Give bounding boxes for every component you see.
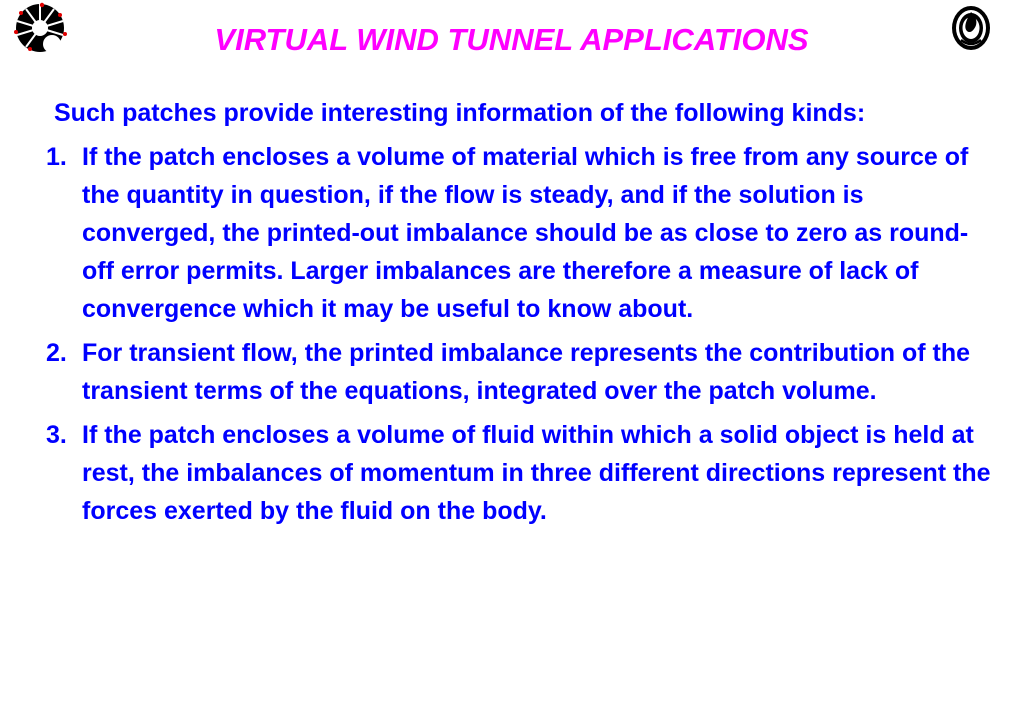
list-item-text: For transient flow, the printed imbalance represents the contribution of the transient terms of the equations, integrated over the patch volume. bbox=[82, 339, 971, 405]
list-item-1 bbox=[46, 138, 991, 328]
list-item-number: 3. bbox=[46, 421, 67, 449]
slide-title: VIRTUAL WIND TUNNEL APPLICATIONS bbox=[214, 22, 809, 57]
list-item-3 bbox=[46, 416, 991, 530]
list-item-number: 2. bbox=[46, 339, 67, 367]
intro-paragraph: Such patches provide interesting information of the following kinds: bbox=[54, 99, 866, 127]
list-item-text: If the patch encloses a volume of material which is free from any source of the quantity in question, if the flow is steady, and if the solution is converged, the printed-out imbalance should be as close to zero as round-off error permits. Larger imbalances are therefore a measure of lack of convergence which it may be useful to know about. bbox=[82, 143, 969, 323]
list-item-text: If the patch encloses a volume of fluid within which a solid object is held at rest, the imbalances of momentum in three different directions represent the forces exerted by the fluid on the body. bbox=[82, 421, 991, 525]
list-item-2 bbox=[46, 334, 991, 410]
list-item-number: 1. bbox=[46, 143, 67, 171]
slide-content bbox=[46, 94, 991, 536]
